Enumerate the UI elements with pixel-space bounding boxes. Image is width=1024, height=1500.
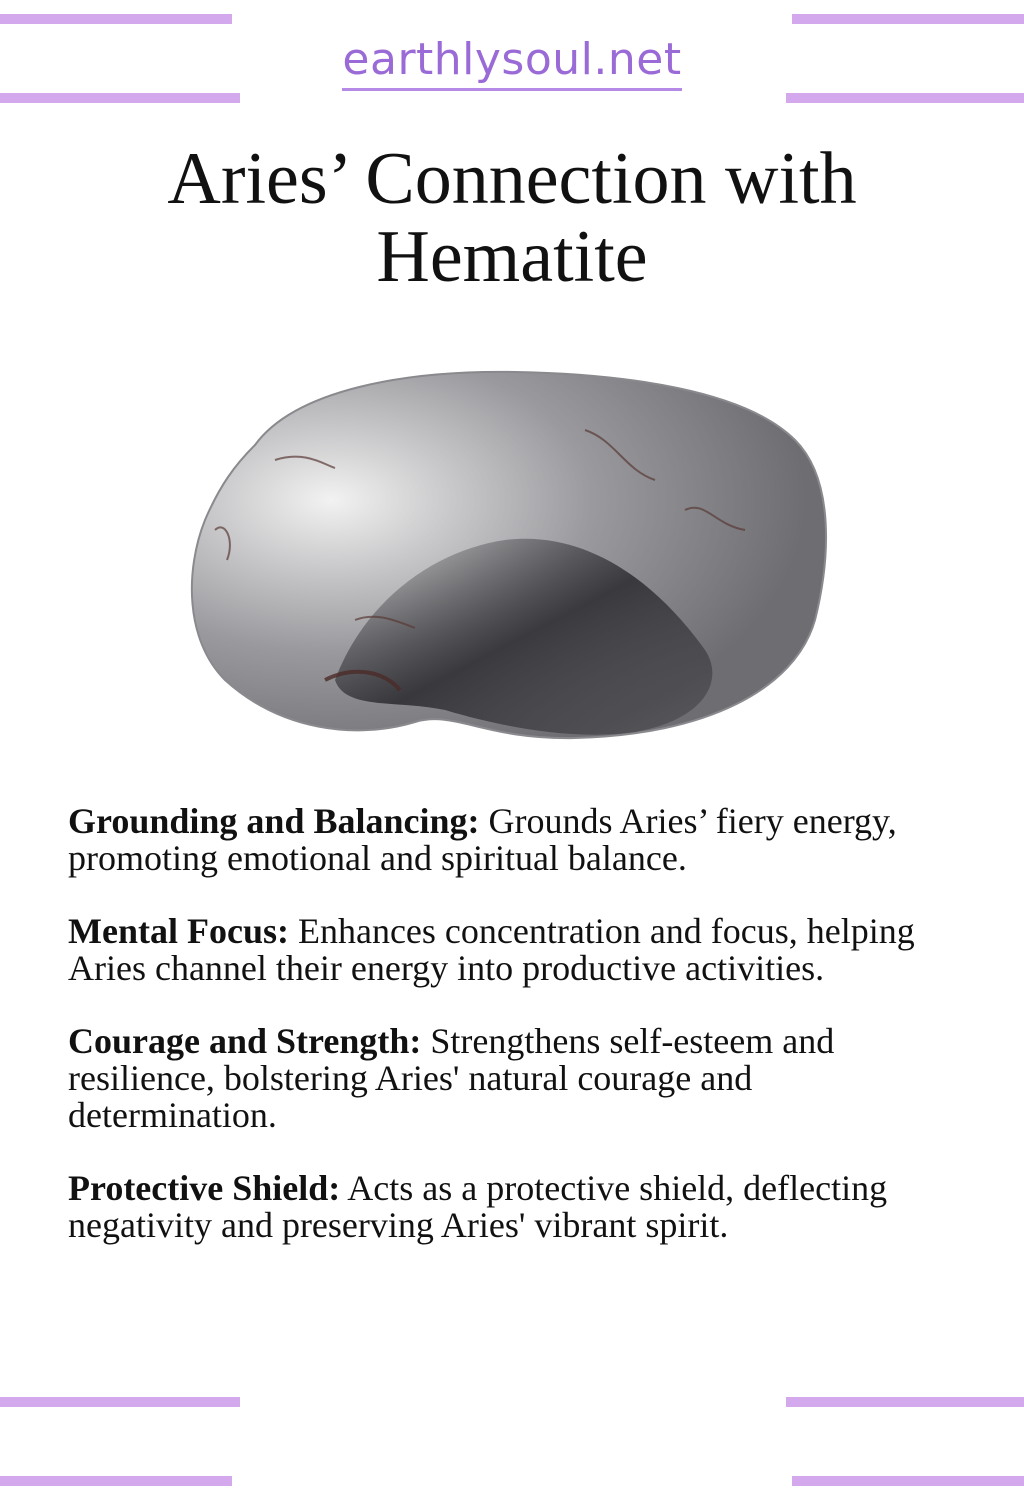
site-logo[interactable] [0,34,1024,91]
benefit-text: Enhances concentration and focus, helping Aries channel their energy into productive activities. [68,911,915,988]
benefit-mental-focus [68,913,968,987]
top-left-bar-1 [0,14,232,24]
benefit-heading: Courage and Strength: [68,1021,422,1061]
benefits-list [68,803,968,1280]
top-right-bar-1 [792,14,1024,24]
bottom-left-bar-2 [0,1476,232,1486]
benefit-text: Grounds Aries’ fiery energy, promoting emotional and spiritual balance. [68,801,897,878]
site-logo-text: earthlysoul.net [342,36,681,91]
benefit-heading: Protective Shield: [68,1168,341,1208]
top-right-bar-2 [786,93,1024,103]
page-title-line-1: Aries’ Connection with [167,138,857,220]
top-left-bar-2 [0,93,240,103]
hematite-stone-image [185,350,835,750]
benefit-heading: Grounding and Balancing: [68,801,480,841]
benefit-text: Acts as a protective shield, deflecting negativity and preserving Aries' vibrant spirit. [68,1168,888,1245]
benefit-heading: Mental Focus: [68,911,289,951]
page-title [60,140,964,296]
bottom-right-bar-2 [792,1476,1024,1486]
page-title-line-2: Hematite [376,216,648,298]
benefit-grounding [68,803,968,877]
benefit-text: Strengthens self-esteem and resilience, bolstering Aries' natural courage and determination. [68,1021,835,1135]
bottom-right-bar-1 [786,1397,1024,1407]
benefit-courage [68,1023,968,1134]
benefit-protective-shield [68,1170,968,1244]
bottom-left-bar-1 [0,1397,240,1407]
